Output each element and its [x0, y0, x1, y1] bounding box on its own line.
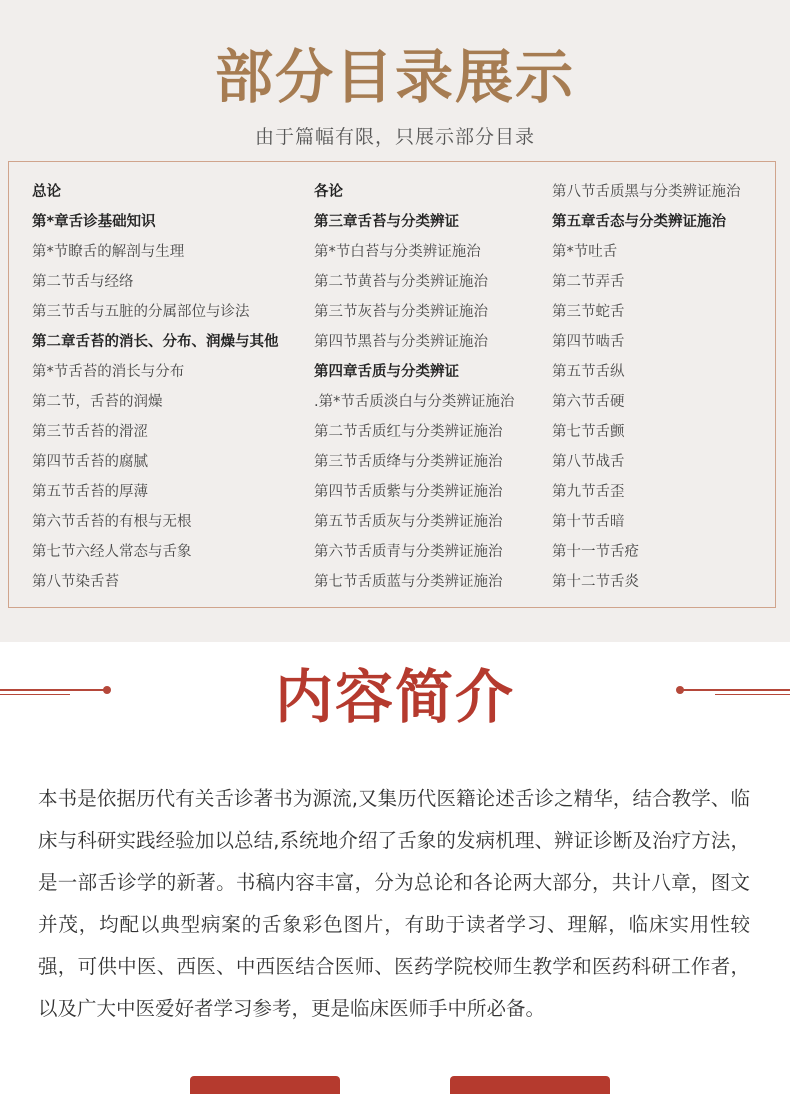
toc-chapter-heading: 各论 [314, 184, 343, 200]
toc-chapter-heading: 第三章舌苔与分类辨证 [314, 214, 459, 230]
toc-entry: 第八节染舌苔 [32, 574, 119, 590]
toc-entry: 第五节舌纵 [552, 364, 625, 380]
toc-entry: .第*节舌质淡白与分类辨证施治 [314, 394, 515, 410]
toc-entry: 第十二节舌炎 [552, 574, 639, 590]
toc-entry: 第七节舌质蓝与分类辨证施治 [314, 574, 503, 590]
toc-entry: 第五节舌苔的厚薄 [32, 484, 148, 500]
toc-entry: 第四节舌质紫与分类辨证施治 [314, 484, 503, 500]
toc-entry: 第四节啮舌 [552, 334, 625, 350]
toc-entry: 第二节弄舌 [552, 274, 625, 290]
toc-entry: 第二节黄苔与分类辨证施治 [314, 274, 488, 290]
toc-entry: 第二节，舌苔的润燥 [32, 394, 163, 410]
toc-entry: 第三节舌与五脏的分属部位与诊法 [32, 304, 250, 320]
toc-entry: 第三节灰苔与分类辨证施治 [314, 304, 488, 320]
toc-box [8, 161, 776, 608]
toc-entry: 第三节舌苔的滑涩 [32, 424, 148, 440]
intro-title: 内容简介 [274, 663, 515, 731]
toc-chapter-heading: 第*章舌诊基础知识 [32, 214, 156, 230]
toc-entry: 第*节吐舌 [552, 244, 618, 260]
toc-entry: 第四节黑苔与分类辨证施治 [314, 334, 488, 350]
toc-entry: 第*节白苔与分类辨证施治 [314, 244, 481, 260]
toc-entry: 第八节舌质黑与分类辨证施治 [552, 184, 741, 200]
toc-column-2 [314, 177, 514, 597]
toc-entry: 第七节舌颤 [552, 424, 625, 440]
toc-entry: 第*节舌苔的消长与分布 [32, 364, 185, 380]
toc-entry: 第十一节舌疮 [552, 544, 639, 560]
toc-chapter-heading: 第二章舌苔的消长、分布、润燥与其他 [32, 334, 279, 350]
intro-body: 本书是依据历代有关舌诊著书为源流,又集历代医籍论述舌诊之精华，结合教学、临床与科研实践经验加以总结,系统地介绍了舌象的发病机理、辨证诊断及治疗方法，是一部舌诊学的新著。书稿内容丰富，分为总论和各论两大部分，共计八章，图文并茂，均配以典型病案的舌象彩色图片，有助于读者学习、理解，临床实用性较强，可供中医、西医、中西医结合医师、医药学院校师生教学和医药科研工作者，以及广大中医爱好者学习参考，更是临床医师手中所必备。 [38, 787, 750, 1020]
toc-title: 部分目录展示 [214, 43, 575, 111]
toc-entry: 第三节蛇舌 [552, 304, 625, 320]
toc-entry: 第二节舌质红与分类辨证施治 [314, 424, 503, 440]
toc-column-1 [32, 177, 279, 597]
toc-subtitle: 由于篇幅有限，只展示部分目录 [254, 126, 535, 148]
toc-entry: 第九节舌歪 [552, 484, 625, 500]
toc-entry: 第*节瞭舌的解剖与生理 [32, 244, 185, 260]
toc-entry: 第八节战舌 [552, 454, 625, 470]
toc-column-3 [552, 177, 741, 597]
next-section-title-peek [150, 1070, 650, 1094]
toc-entry: 第六节舌质青与分类辨证施治 [314, 544, 503, 560]
toc-entry: 第七节六经人常态与舌象 [32, 544, 192, 560]
toc-chapter-heading: 总论 [32, 184, 61, 200]
toc-chapter-heading: 第四章舌质与分类辨证 [314, 364, 459, 380]
toc-entry: 第二节舌与经络 [32, 274, 134, 290]
toc-entry: 第六节舌苔的有根与无根 [32, 514, 192, 530]
toc-entry: 第四节舌苔的腐腻 [32, 454, 148, 470]
toc-entry: 第五节舌质灰与分类辨证施治 [314, 514, 503, 530]
toc-entry: 第十节舌暗 [552, 514, 625, 530]
toc-chapter-heading: 第五章舌态与分类辨证施治 [552, 214, 726, 230]
toc-entry: 第六节舌硬 [552, 394, 625, 410]
toc-entry: 第三节舌质绛与分类辨证施治 [314, 454, 503, 470]
